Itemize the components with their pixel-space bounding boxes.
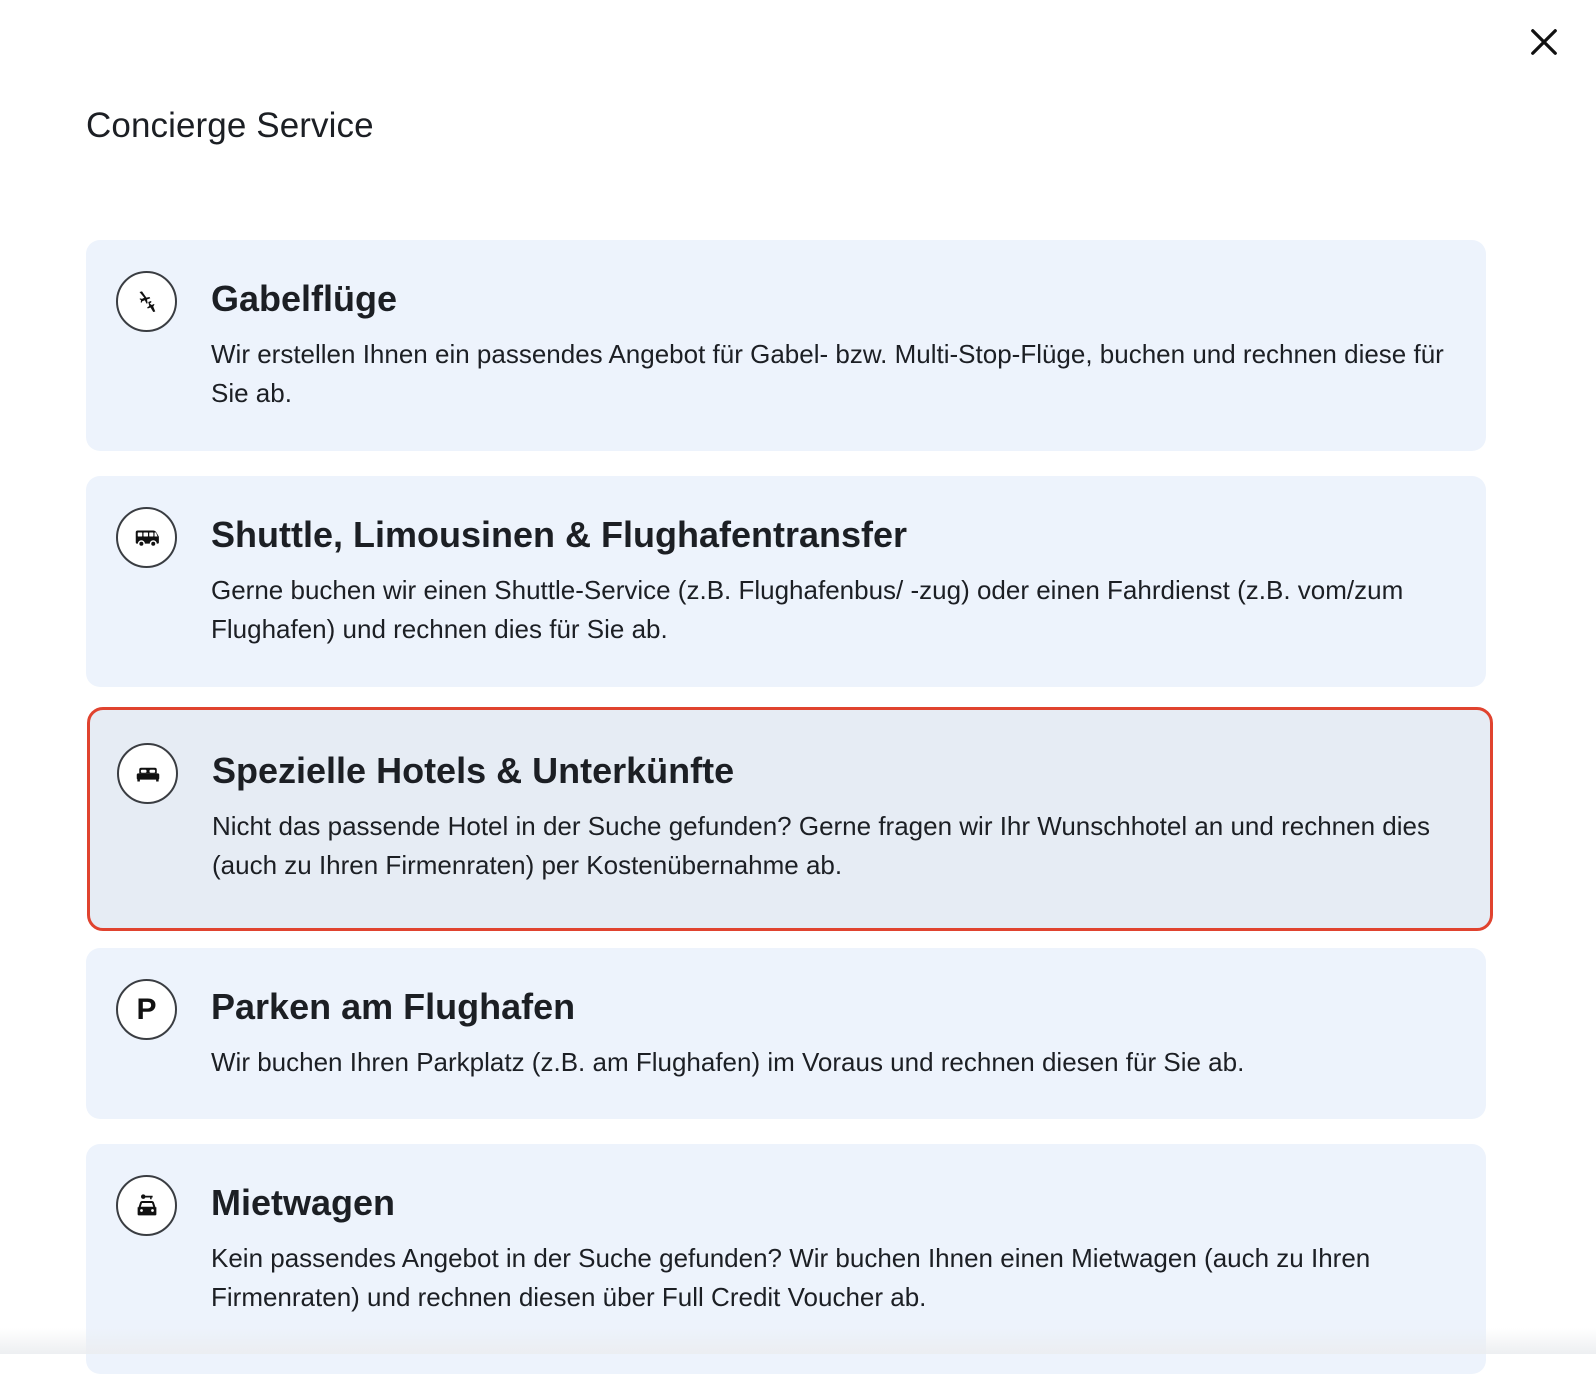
service-description: Nicht das passende Hotel in der Suche gefunden? Gerne fragen wir Ihr Wunschhotel an und rechnen dies (auch zu Ihren Firmenraten) per Kostenübernahme ab. <box>212 811 1430 880</box>
service-title: Spezielle Hotels & Unterkünfte <box>212 750 735 791</box>
service-description: Kein passendes Angebot in der Suche gefunden? Wir buchen Ihnen einen Mietwagen (auch zu Ihren Firmenraten) und rechnen diesen über Full Credit Voucher ab. <box>211 1243 1371 1312</box>
service-title: Gabelflüge <box>211 278 398 319</box>
service-card-parken[interactable] <box>86 948 1486 1119</box>
service-description: Wir buchen Ihren Parkplatz (z.B. am Flughafen) im Voraus und rechnen diesen für Sie ab. <box>211 1047 1245 1077</box>
service-title: Parken am Flughafen <box>211 986 576 1027</box>
service-card-hotels[interactable] <box>87 707 1493 931</box>
service-title: Mietwagen <box>211 1182 396 1223</box>
bed-icon <box>117 743 178 804</box>
scroll-fade <box>0 1328 1596 1354</box>
parking-glyph: P <box>136 992 157 1026</box>
service-card-shuttle[interactable] <box>86 476 1486 687</box>
rental-car-icon <box>116 1175 177 1236</box>
close-button[interactable] <box>1526 24 1562 60</box>
service-title: Shuttle, Limousinen & Flughafentransfer <box>211 514 908 555</box>
parking-icon <box>116 979 177 1040</box>
forked-flight-icon <box>116 271 177 332</box>
service-description: Gerne buchen wir einen Shuttle-Service (z.B. Flughafenbus/ -zug) oder einen Fahrdienst (z.B. vom/zum Flughafen) und rechnen dies für Sie ab. <box>211 575 1404 644</box>
service-card-gabelfluege[interactable] <box>86 240 1486 451</box>
page-title: Concierge Service <box>86 106 374 145</box>
close-icon <box>1529 27 1559 57</box>
service-description: Wir erstellen Ihnen ein passendes Angebot für Gabel- bzw. Multi-Stop-Flüge, buchen und rechnen diese für Sie ab. <box>211 339 1444 408</box>
shuttle-van-icon <box>116 507 177 568</box>
